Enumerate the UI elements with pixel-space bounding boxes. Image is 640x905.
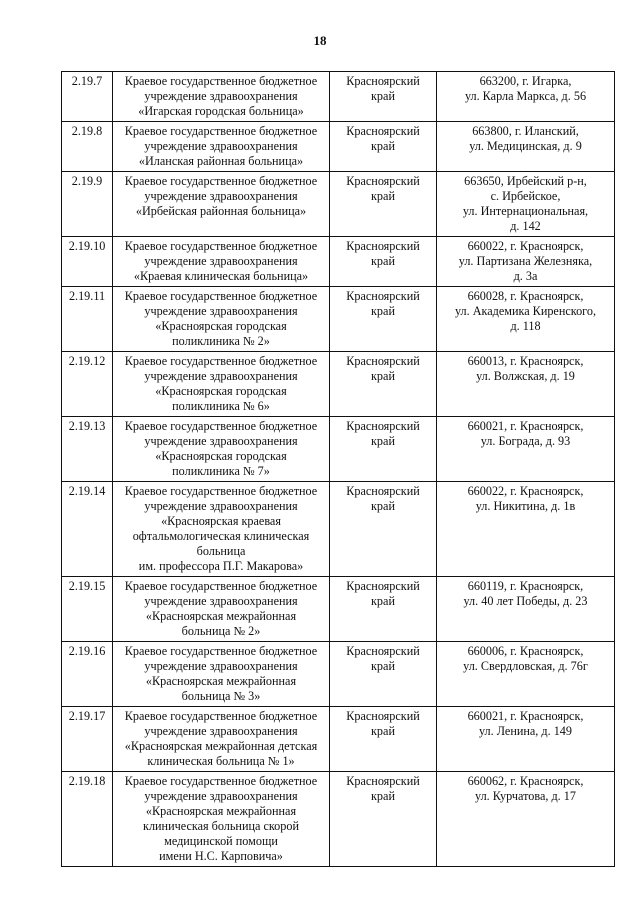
institution-name-line: «Красноярская межрайонная [145, 674, 297, 688]
institution-name-line: учреждение здравоохранения [144, 724, 298, 738]
institution-name-line: «Красноярская межрайонная детская [124, 739, 318, 753]
region-line: Красноярский [346, 124, 420, 138]
institution-name-line: Краевое государственное бюджетное [124, 354, 318, 368]
address-line: 663800, г. Иланский, [472, 124, 579, 138]
row-number: 2.19.9 [71, 174, 103, 188]
row-number: 2.19.15 [68, 579, 106, 593]
region-cell [330, 577, 437, 642]
address-line: д. 3а [513, 269, 538, 283]
table-row [62, 122, 615, 172]
address-cell [437, 237, 615, 287]
address-cell [437, 287, 615, 352]
institution-name-cell [113, 642, 330, 707]
region-cell [330, 352, 437, 417]
institution-name-line: «Ирбейская районная больница» [135, 204, 307, 218]
region-line: Красноярский [346, 289, 420, 303]
address-cell [437, 642, 615, 707]
row-number: 2.19.7 [71, 74, 103, 88]
institution-name-line: учреждение здравоохранения [144, 254, 298, 268]
institution-name-cell [113, 122, 330, 172]
institution-name-line: клиническая больница № 1» [147, 754, 295, 768]
row-number-cell [62, 577, 113, 642]
address-cell [437, 352, 615, 417]
region-line: край [371, 434, 395, 448]
institution-name-line: учреждение здравоохранения [144, 369, 298, 383]
table-row [62, 772, 615, 867]
address-line: 660062, г. Красноярск, [467, 774, 584, 788]
region-cell [330, 287, 437, 352]
institution-name-cell [113, 72, 330, 122]
row-number-cell [62, 237, 113, 287]
address-line: ул. Карла Маркса, д. 56 [464, 89, 587, 103]
address-line: 663650, Ирбейский р-н, [464, 174, 587, 188]
row-number-cell [62, 642, 113, 707]
institution-name-line: больница № 2» [181, 624, 261, 638]
region-line: Красноярский [346, 419, 420, 433]
address-cell [437, 707, 615, 772]
address-line: ул. Ленина, д. 149 [479, 724, 572, 738]
institution-name-line: учреждение здравоохранения [144, 139, 298, 153]
institution-name-line: медицинской помощи [164, 834, 278, 848]
region-line: Красноярский [346, 579, 420, 593]
institution-name-cell [113, 172, 330, 237]
row-number: 2.19.10 [68, 239, 106, 253]
address-cell [437, 482, 615, 577]
region-line: край [371, 724, 395, 738]
institution-name-line: клиническая больница скорой [143, 819, 299, 833]
institution-name-line: «Красноярская городская [155, 319, 287, 333]
region-line: край [371, 659, 395, 673]
institution-name-line: учреждение здравоохранения [144, 434, 298, 448]
institution-name-line: «Красноярская городская [155, 449, 287, 463]
institution-name-line: учреждение здравоохранения [144, 499, 298, 513]
address-cell [437, 122, 615, 172]
row-number-cell [62, 287, 113, 352]
table-row [62, 577, 615, 642]
table-row [62, 642, 615, 707]
institution-name-line: Краевое государственное бюджетное [124, 774, 318, 788]
row-number-cell [62, 352, 113, 417]
address-line: 660006, г. Красноярск, [467, 644, 584, 658]
table-row [62, 72, 615, 122]
institution-name-cell [113, 352, 330, 417]
institution-name-line: «Краевая клиническая больница» [133, 269, 309, 283]
region-line: край [371, 594, 395, 608]
address-cell [437, 417, 615, 482]
address-line: 660021, г. Красноярск, [467, 709, 584, 723]
address-line: ул. Медицинская, д. 9 [469, 139, 582, 153]
address-line: 660119, г. Красноярск, [467, 579, 584, 593]
address-line: 660028, г. Красноярск, [467, 289, 584, 303]
institution-name-line: учреждение здравоохранения [144, 659, 298, 673]
institution-name-cell [113, 482, 330, 577]
institutions-table-body [62, 72, 615, 867]
institution-name-line: Краевое государственное бюджетное [124, 124, 318, 138]
institution-name-line: Краевое государственное бюджетное [124, 484, 318, 498]
region-cell [330, 72, 437, 122]
address-line: ул. Бограда, д. 93 [480, 434, 571, 448]
address-line: д. 118 [510, 319, 541, 333]
address-cell [437, 772, 615, 867]
institution-name-line: «Красноярская межрайонная [145, 609, 297, 623]
address-cell [437, 577, 615, 642]
row-number: 2.19.18 [68, 774, 106, 788]
table-row [62, 417, 615, 482]
region-cell [330, 482, 437, 577]
row-number: 2.19.17 [68, 709, 106, 723]
institutions-table [61, 71, 615, 867]
address-line: ул. Партизана Железняка, [458, 254, 593, 268]
address-line: ул. Курчатова, д. 17 [475, 789, 576, 803]
region-cell [330, 122, 437, 172]
address-line: ул. Волжская, д. 19 [476, 369, 575, 383]
institution-name-line: больница № 3» [181, 689, 261, 703]
address-line: ул. Никитина, д. 1в [475, 499, 576, 513]
region-cell [330, 642, 437, 707]
address-line: д. 142 [510, 219, 541, 233]
institution-name-line: «Иланская районная больница» [138, 154, 304, 168]
institution-name-line: им. профессора П.Г. Макарова» [138, 559, 304, 573]
row-number-cell [62, 72, 113, 122]
institution-name-line: Краевое государственное бюджетное [124, 709, 318, 723]
address-line: 660022, г. Красноярск, [467, 484, 584, 498]
row-number: 2.19.12 [68, 354, 106, 368]
institution-name-line: Краевое государственное бюджетное [124, 74, 318, 88]
institution-name-line: «Игарская городская больница» [138, 104, 304, 118]
row-number-cell [62, 122, 113, 172]
table-row [62, 287, 615, 352]
address-line: 660021, г. Красноярск, [467, 419, 584, 433]
institution-name-cell [113, 417, 330, 482]
region-line: Красноярский [346, 644, 420, 658]
row-number: 2.19.14 [68, 484, 106, 498]
region-line: Красноярский [346, 774, 420, 788]
institution-name-line: учреждение здравоохранения [144, 789, 298, 803]
region-line: край [371, 369, 395, 383]
institution-name-line: Краевое государственное бюджетное [124, 174, 318, 188]
institution-name-line: офтальмологическая клиническая [132, 529, 310, 543]
institution-name-line: учреждение здравоохранения [144, 89, 298, 103]
region-line: Красноярский [346, 74, 420, 88]
region-cell [330, 237, 437, 287]
region-cell [330, 172, 437, 237]
region-cell [330, 417, 437, 482]
address-line: ул. Свердловская, д. 76г [463, 659, 588, 673]
institution-name-line: учреждение здравоохранения [144, 594, 298, 608]
region-line: Красноярский [346, 709, 420, 723]
table-row [62, 237, 615, 287]
address-cell [437, 72, 615, 122]
row-number: 2.19.16 [68, 644, 106, 658]
row-number-cell [62, 772, 113, 867]
row-number-cell [62, 417, 113, 482]
row-number-cell [62, 707, 113, 772]
address-line: 663200, г. Игарка, [479, 74, 572, 88]
page-number: 18 [313, 33, 327, 48]
institution-name-cell [113, 772, 330, 867]
institution-name-line: имени Н.С. Карповича» [159, 849, 283, 863]
institution-name-line: Краевое государственное бюджетное [124, 579, 318, 593]
institution-name-line: поликлиника № 7» [172, 464, 270, 478]
institution-name-line: Краевое государственное бюджетное [124, 644, 318, 658]
region-line: край [371, 304, 395, 318]
institution-name-line: Краевое государственное бюджетное [124, 419, 318, 433]
row-number: 2.19.13 [68, 419, 106, 433]
institution-name-line: «Красноярская краевая [161, 514, 281, 528]
institution-name-cell [113, 577, 330, 642]
region-line: Красноярский [346, 174, 420, 188]
address-line: 660013, г. Красноярск, [467, 354, 584, 368]
row-number: 2.19.8 [71, 124, 103, 138]
address-line: 660022, г. Красноярск, [467, 239, 584, 253]
address-cell [437, 172, 615, 237]
institution-name-cell [113, 237, 330, 287]
institution-name-line: «Красноярская городская [155, 384, 287, 398]
address-line: с. Ирбейское, [490, 189, 561, 203]
row-number-cell [62, 482, 113, 577]
institution-name-line: больница [196, 544, 246, 558]
institution-name-line: поликлиника № 6» [172, 399, 270, 413]
region-line: край [371, 789, 395, 803]
institution-name-line: учреждение здравоохранения [144, 189, 298, 203]
region-line: Красноярский [346, 239, 420, 253]
region-cell [330, 772, 437, 867]
address-line: ул. Академика Киренского, [454, 304, 597, 318]
region-cell [330, 707, 437, 772]
institution-name-cell [113, 287, 330, 352]
region-line: край [371, 189, 395, 203]
address-line: ул. Интернациональная, [462, 204, 589, 218]
institution-name-cell [113, 707, 330, 772]
table-row [62, 707, 615, 772]
institution-name-line: «Красноярская межрайонная [145, 804, 297, 818]
institution-name-line: поликлиника № 2» [172, 334, 270, 348]
institution-name-line: Краевое государственное бюджетное [124, 239, 318, 253]
row-number: 2.19.11 [68, 289, 106, 303]
region-line: край [371, 139, 395, 153]
region-line: край [371, 254, 395, 268]
region-line: Красноярский [346, 484, 420, 498]
row-number-cell [62, 172, 113, 237]
region-line: край [371, 499, 395, 513]
region-line: Красноярский [346, 354, 420, 368]
institution-name-line: учреждение здравоохранения [144, 304, 298, 318]
address-line: ул. 40 лет Победы, д. 23 [463, 594, 588, 608]
table-row [62, 482, 615, 577]
institution-name-line: Краевое государственное бюджетное [124, 289, 318, 303]
table-row [62, 172, 615, 237]
table-row [62, 352, 615, 417]
region-line: край [371, 89, 395, 103]
